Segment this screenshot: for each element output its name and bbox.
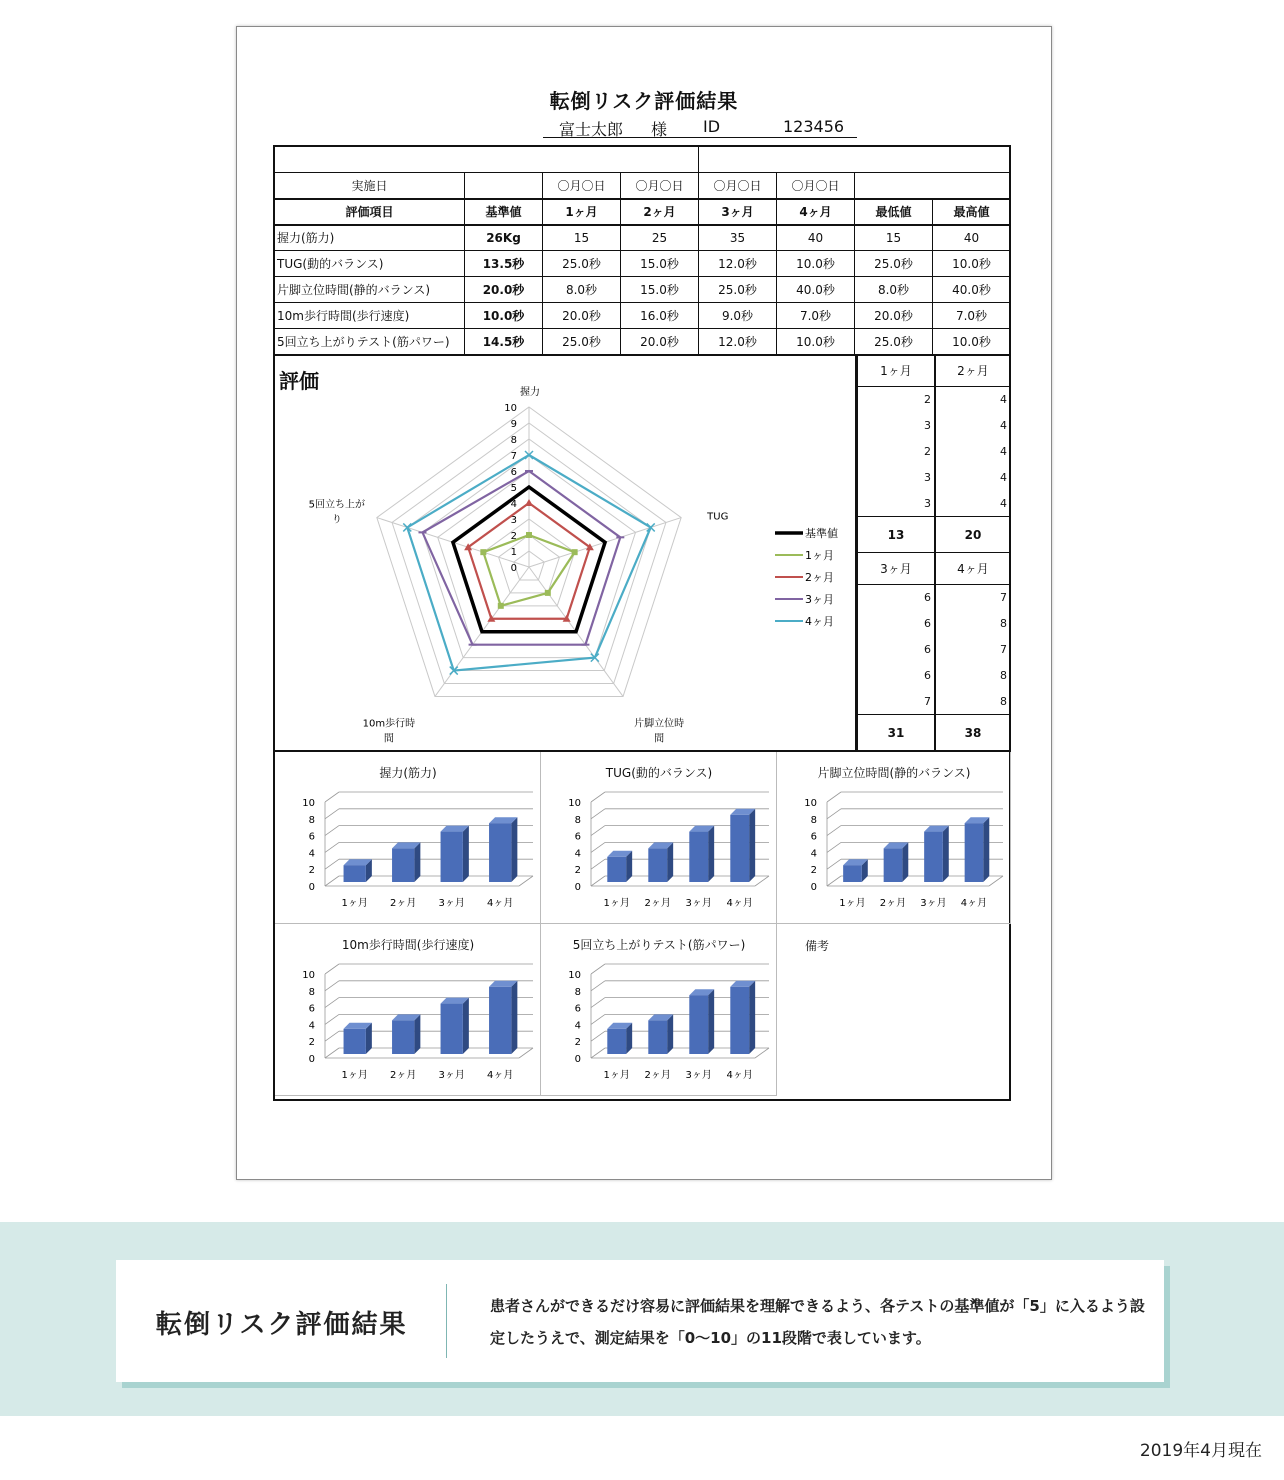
radar-point <box>525 499 533 506</box>
score-value: 6 <box>924 643 931 656</box>
caption-title: 転倒リスク評価結果 <box>156 1310 408 1340</box>
document-title: 転倒リスク評価結果 <box>549 89 739 113</box>
score-total: 38 <box>935 715 1011 751</box>
bar-side <box>667 842 673 882</box>
bar-x-tick: 3ヶ月 <box>438 1070 465 1081</box>
bar-y-tick: 10 <box>302 798 315 809</box>
bar-grid-diag <box>591 1031 605 1041</box>
bar-grid-diag <box>827 842 841 852</box>
bar-x-tick: 2ヶ月 <box>390 1070 417 1081</box>
header-cell: 2ヶ月 <box>621 199 699 225</box>
value-cell: 25 <box>621 225 699 251</box>
bar-y-tick: 6 <box>574 831 581 843</box>
bar <box>648 848 667 882</box>
bar-x-tick: 3ヶ月 <box>438 898 465 909</box>
value-cell: 35 <box>699 225 777 251</box>
radar-point <box>526 532 532 538</box>
date-cell: 〇月〇日 <box>777 173 855 199</box>
value-cell: 10.0秒 <box>933 329 1011 355</box>
value-cell: 16.0秒 <box>621 303 699 329</box>
score-value: 6 <box>924 669 931 682</box>
value-cell: 40 <box>777 225 855 251</box>
bar <box>441 832 463 882</box>
bar-x-tick: 2ヶ月 <box>644 1070 671 1081</box>
value-cell: 15 <box>855 225 933 251</box>
bar-chart-svg <box>541 956 777 1096</box>
bar <box>689 995 708 1054</box>
score-header: 1ヶ月 <box>857 355 935 387</box>
bar <box>607 1029 626 1054</box>
item-cell: 握力(筋力) <box>275 225 465 251</box>
value-cell: 15 <box>543 225 621 251</box>
bar-side <box>983 817 989 882</box>
value-cell: 25.0秒 <box>543 329 621 355</box>
id-label: ID <box>703 117 721 136</box>
bar-x-tick: 4ヶ月 <box>960 898 988 909</box>
bar-y-tick: 8 <box>574 986 581 998</box>
bar-floor <box>989 876 1003 886</box>
bar <box>730 815 749 882</box>
bar-chart-title: 握力(筋力) <box>379 766 437 780</box>
bar <box>689 832 708 882</box>
bar-chart-svg <box>541 784 777 924</box>
bar-chart-title: 片脚立位時間(静的バランス) <box>817 766 971 780</box>
bar <box>924 832 943 882</box>
bar-y-tick: 6 <box>308 1003 315 1015</box>
blank-cell <box>855 173 1011 199</box>
score-value: 8 <box>1000 669 1007 682</box>
item-cell: 5回立ち上がりテスト(筋パワー) <box>275 329 465 355</box>
score-value: 7 <box>1000 591 1007 604</box>
date-note: 2019年4月現在 <box>1139 1441 1262 1461</box>
bar-grid-diag <box>591 1014 605 1024</box>
bar-y-tick: 10 <box>568 798 581 809</box>
value-cell: 25.0秒 <box>699 277 777 303</box>
score-value: 2 <box>924 445 931 458</box>
item-cell: TUG(動的バランス) <box>275 251 465 277</box>
score-value: 3 <box>924 497 931 510</box>
score-value: 4 <box>1000 393 1007 406</box>
remarks-label: 備考 <box>805 939 830 953</box>
bar-grid-diag <box>591 964 605 974</box>
value-cell: 8.0秒 <box>543 277 621 303</box>
bar <box>965 823 984 882</box>
bar-grid-diag <box>591 826 605 836</box>
score-value: 6 <box>924 617 931 630</box>
score-header: 2ヶ月 <box>935 355 1011 387</box>
radar-axis-label: 片脚立位時間 <box>634 718 685 745</box>
score-value: 4 <box>1000 497 1007 510</box>
bar <box>843 865 862 882</box>
table-divider <box>275 224 1011 226</box>
bar-y-tick: 10 <box>302 970 315 981</box>
bar-y-tick: 10 <box>804 798 817 809</box>
report-document <box>236 26 1052 1180</box>
patient-suffix: 様 <box>651 120 668 139</box>
value-cell: 10.0秒 <box>933 251 1011 277</box>
radar-tick-label: 2 <box>510 531 517 542</box>
bar-side <box>414 1014 420 1054</box>
score-header: 3ヶ月 <box>857 553 935 585</box>
bar <box>344 865 366 882</box>
value-cell: 8.0秒 <box>855 277 933 303</box>
score-value: 4 <box>1000 445 1007 458</box>
bar-y-tick: 0 <box>810 882 817 893</box>
score-total: 20 <box>935 517 1011 553</box>
value-cell: 15.0秒 <box>621 251 699 277</box>
bar-grid-diag <box>325 981 339 991</box>
bar-grid-diag <box>325 809 339 819</box>
bar-grid-diag <box>827 859 841 869</box>
bar-grid-diag <box>325 876 339 886</box>
radar-tick-label: 3 <box>510 515 517 526</box>
value-cell: 25.0秒 <box>543 251 621 277</box>
patient-line <box>543 115 857 138</box>
value-cell: 7.0秒 <box>777 303 855 329</box>
bar-side <box>943 826 949 882</box>
bar-x-tick: 1ヶ月 <box>603 898 630 909</box>
bar-side <box>463 998 469 1054</box>
caption-description: 患者さんができるだけ容易に評価結果を理解できるよう、各テストの基準値が「5」に入るよう設定したうえで、測定結果を「0〜10」の11段階で表しています。 <box>490 1297 1145 1347</box>
bar-y-tick: 2 <box>574 1037 581 1049</box>
patient-name: 富士太郎 <box>559 120 624 139</box>
bar-grid-diag <box>325 964 339 974</box>
bar-x-tick: 1ヶ月 <box>603 1070 630 1081</box>
date-cell: 〇月〇日 <box>621 173 699 199</box>
bar-y-tick: 0 <box>308 1054 315 1065</box>
radar-axis-label: TUG <box>707 511 729 523</box>
bar-side <box>749 981 755 1054</box>
radar-tick-label: 8 <box>510 435 517 446</box>
bar-y-tick: 8 <box>810 814 817 826</box>
bar-x-tick: 4ヶ月 <box>487 898 514 909</box>
bar-y-tick: 0 <box>308 882 315 893</box>
legend-label: 2ヶ月 <box>805 571 834 584</box>
bar <box>489 987 511 1054</box>
value-cell: 40 <box>933 225 1011 251</box>
report-frame <box>273 145 1011 1101</box>
bar-grid-diag <box>591 792 605 802</box>
bar-chart-svg <box>275 956 541 1096</box>
value-cell: 7.0秒 <box>933 303 1011 329</box>
evaluation-label: 評価 <box>279 369 319 393</box>
bar-x-tick: 2ヶ月 <box>879 898 907 909</box>
item-cell: 片脚立位時間(静的バランス) <box>275 277 465 303</box>
bar-grid-diag <box>827 826 841 836</box>
bar-y-tick: 4 <box>810 848 817 860</box>
bar-y-tick: 4 <box>574 1020 581 1032</box>
value-cell: 20.0秒 <box>855 303 933 329</box>
bar-grid-diag <box>325 998 339 1008</box>
blank-cell-right <box>699 147 1011 173</box>
value-cell: 25.0秒 <box>855 329 933 355</box>
bar <box>392 1020 414 1054</box>
bar-y-tick: 2 <box>308 865 315 877</box>
radar-axis-label: 10m歩行時間 <box>362 718 416 745</box>
score-value: 4 <box>1000 471 1007 484</box>
bar-chart-title: TUG(動的バランス) <box>605 766 713 780</box>
bar-x-tick: 3ヶ月 <box>685 898 712 909</box>
bar-grid-diag <box>827 809 841 819</box>
bar-x-tick: 4ヶ月 <box>487 1070 514 1081</box>
value-cell: 40.0秒 <box>933 277 1011 303</box>
bar-x-tick: 1ヶ月 <box>341 1070 368 1081</box>
bar-grid-diag <box>325 1048 339 1058</box>
legend-label: 3ヶ月 <box>805 593 834 606</box>
radar-tick-label: 10 <box>504 403 517 414</box>
radar-tick-label: 5 <box>510 483 517 494</box>
bar-x-tick: 2ヶ月 <box>390 898 417 909</box>
bar-y-tick: 4 <box>308 1020 315 1032</box>
bar-floor <box>519 876 533 886</box>
bar-side <box>511 817 517 882</box>
score-value: 7 <box>924 695 931 708</box>
radar-tick-label: 0 <box>510 563 517 574</box>
bar-grid-diag <box>325 792 339 802</box>
radar-axis-label: 握力 <box>520 387 540 398</box>
legend-label: 基準値 <box>805 527 838 540</box>
bar-chart-title: 10m歩行時間(歩行速度) <box>341 938 475 952</box>
bar-grid-diag <box>827 876 841 886</box>
bar-x-tick: 3ヶ月 <box>920 898 947 909</box>
radar-tick-label: 4 <box>510 499 517 510</box>
bar-grid-diag <box>827 792 841 802</box>
bar <box>344 1029 366 1054</box>
header-cell: 4ヶ月 <box>777 199 855 225</box>
bar-grid-diag <box>325 1014 339 1024</box>
bar <box>392 848 414 882</box>
bar-side <box>749 809 755 882</box>
bar-grid-diag <box>325 842 339 852</box>
score-value: 6 <box>924 591 931 604</box>
bar-y-tick: 2 <box>308 1037 315 1049</box>
radar-point <box>572 549 578 555</box>
score-value: 3 <box>924 419 931 432</box>
value-cell: 20.0秒 <box>465 277 543 303</box>
bar-y-tick: 0 <box>574 882 581 893</box>
bar-x-tick: 4ヶ月 <box>726 1070 753 1081</box>
bar-x-tick: 1ヶ月 <box>341 898 368 909</box>
value-cell: 10.0秒 <box>777 251 855 277</box>
bar-grid-diag <box>325 826 339 836</box>
value-cell: 14.5秒 <box>465 329 543 355</box>
bar-y-tick: 2 <box>574 865 581 877</box>
bar-grid-diag <box>591 1048 605 1058</box>
value-cell: 12.0秒 <box>699 329 777 355</box>
value-cell: 40.0秒 <box>777 277 855 303</box>
bar-y-tick: 6 <box>810 831 817 843</box>
radar-point <box>498 603 504 609</box>
bar-side <box>708 989 714 1054</box>
bar <box>607 857 626 882</box>
bar-side <box>414 842 420 882</box>
legend-label: 1ヶ月 <box>805 549 834 562</box>
bar-grid-diag <box>591 809 605 819</box>
bar-y-tick: 6 <box>308 831 315 843</box>
bar-side <box>511 981 517 1054</box>
score-total: 13 <box>857 517 935 553</box>
blank-cell-left <box>275 147 699 173</box>
score-value: 7 <box>1000 643 1007 656</box>
bar-grid-diag <box>591 981 605 991</box>
bar-side <box>463 826 469 882</box>
date-cell: 〇月〇日 <box>543 173 621 199</box>
caption-divider <box>446 1284 447 1358</box>
caption-card <box>116 1260 1164 1382</box>
header-cell: 基準値 <box>465 199 543 225</box>
value-cell: 13.5秒 <box>465 251 543 277</box>
bar-floor <box>755 876 769 886</box>
legend-label: 4ヶ月 <box>805 615 834 628</box>
bar-x-tick: 4ヶ月 <box>726 898 753 909</box>
value-cell: 25.0秒 <box>855 251 933 277</box>
bar <box>441 1004 463 1054</box>
bar-x-tick: 1ヶ月 <box>839 898 866 909</box>
bar-floor <box>755 1048 769 1058</box>
bar-chart-svg <box>777 784 1011 924</box>
score-value: 4 <box>1000 419 1007 432</box>
bar-grid-diag <box>591 842 605 852</box>
bar-side <box>667 1014 673 1054</box>
blank-cell <box>465 173 543 199</box>
date-cell: 〇月〇日 <box>699 173 777 199</box>
radar-point <box>480 549 486 555</box>
score-table-divider <box>855 355 857 751</box>
bar-floor <box>519 1048 533 1058</box>
radar-tick-label: 9 <box>510 419 517 430</box>
bar-side <box>902 842 908 882</box>
score-total: 31 <box>857 715 935 751</box>
bar-x-tick: 3ヶ月 <box>685 1070 712 1081</box>
header-cell: 3ヶ月 <box>699 199 777 225</box>
bar-y-tick: 2 <box>810 865 817 877</box>
bar <box>884 848 903 882</box>
bar-y-tick: 0 <box>574 1054 581 1065</box>
bar-grid-diag <box>591 876 605 886</box>
bar-y-tick: 8 <box>574 814 581 826</box>
bar-chart-title: 5回立ち上がりテスト(筋パワー) <box>572 938 746 952</box>
bar-grid-diag <box>325 859 339 869</box>
value-cell: 10.0秒 <box>465 303 543 329</box>
bar-grid-diag <box>591 998 605 1008</box>
bar-chart-svg <box>275 784 541 924</box>
bar-y-tick: 4 <box>574 848 581 860</box>
radar-axis-label: 5回立ち上がり <box>308 499 366 526</box>
bar <box>730 987 749 1054</box>
id-value: 123456 <box>783 117 845 136</box>
bar-y-tick: 8 <box>308 814 315 826</box>
header-cell: 最高値 <box>933 199 1011 225</box>
score-value: 8 <box>1000 695 1007 708</box>
value-cell: 20.0秒 <box>621 329 699 355</box>
bar-grid-diag <box>591 859 605 869</box>
bar-side <box>708 826 714 882</box>
bar <box>489 823 511 882</box>
header-cell: 1ヶ月 <box>543 199 621 225</box>
bar-y-tick: 4 <box>308 848 315 860</box>
bar-grid-diag <box>325 1031 339 1041</box>
value-cell: 20.0秒 <box>543 303 621 329</box>
date-label-cell: 実施日 <box>275 173 465 199</box>
header-cell: 最低値 <box>855 199 933 225</box>
header-cell: 評価項目 <box>275 199 465 225</box>
score-value: 8 <box>1000 617 1007 630</box>
table-divider <box>275 198 1011 200</box>
value-cell: 26Kg <box>465 225 543 251</box>
value-cell: 9.0秒 <box>699 303 777 329</box>
radar-tick-label: 6 <box>510 467 517 478</box>
score-value: 3 <box>924 471 931 484</box>
radar-tick-label: 7 <box>510 451 517 462</box>
radar-point <box>545 590 551 596</box>
item-cell: 10m歩行時間(歩行速度) <box>275 303 465 329</box>
radar-tick-label: 1 <box>510 547 517 558</box>
bar <box>648 1020 667 1054</box>
score-header: 4ヶ月 <box>935 553 1011 585</box>
value-cell: 10.0秒 <box>777 329 855 355</box>
bar-y-tick: 10 <box>568 970 581 981</box>
value-cell: 12.0秒 <box>699 251 777 277</box>
bar-y-tick: 6 <box>574 1003 581 1015</box>
radar-chart <box>275 357 857 747</box>
value-cell: 15.0秒 <box>621 277 699 303</box>
bar-x-tick: 2ヶ月 <box>644 898 671 909</box>
bar-y-tick: 8 <box>308 986 315 998</box>
score-value: 2 <box>924 393 931 406</box>
